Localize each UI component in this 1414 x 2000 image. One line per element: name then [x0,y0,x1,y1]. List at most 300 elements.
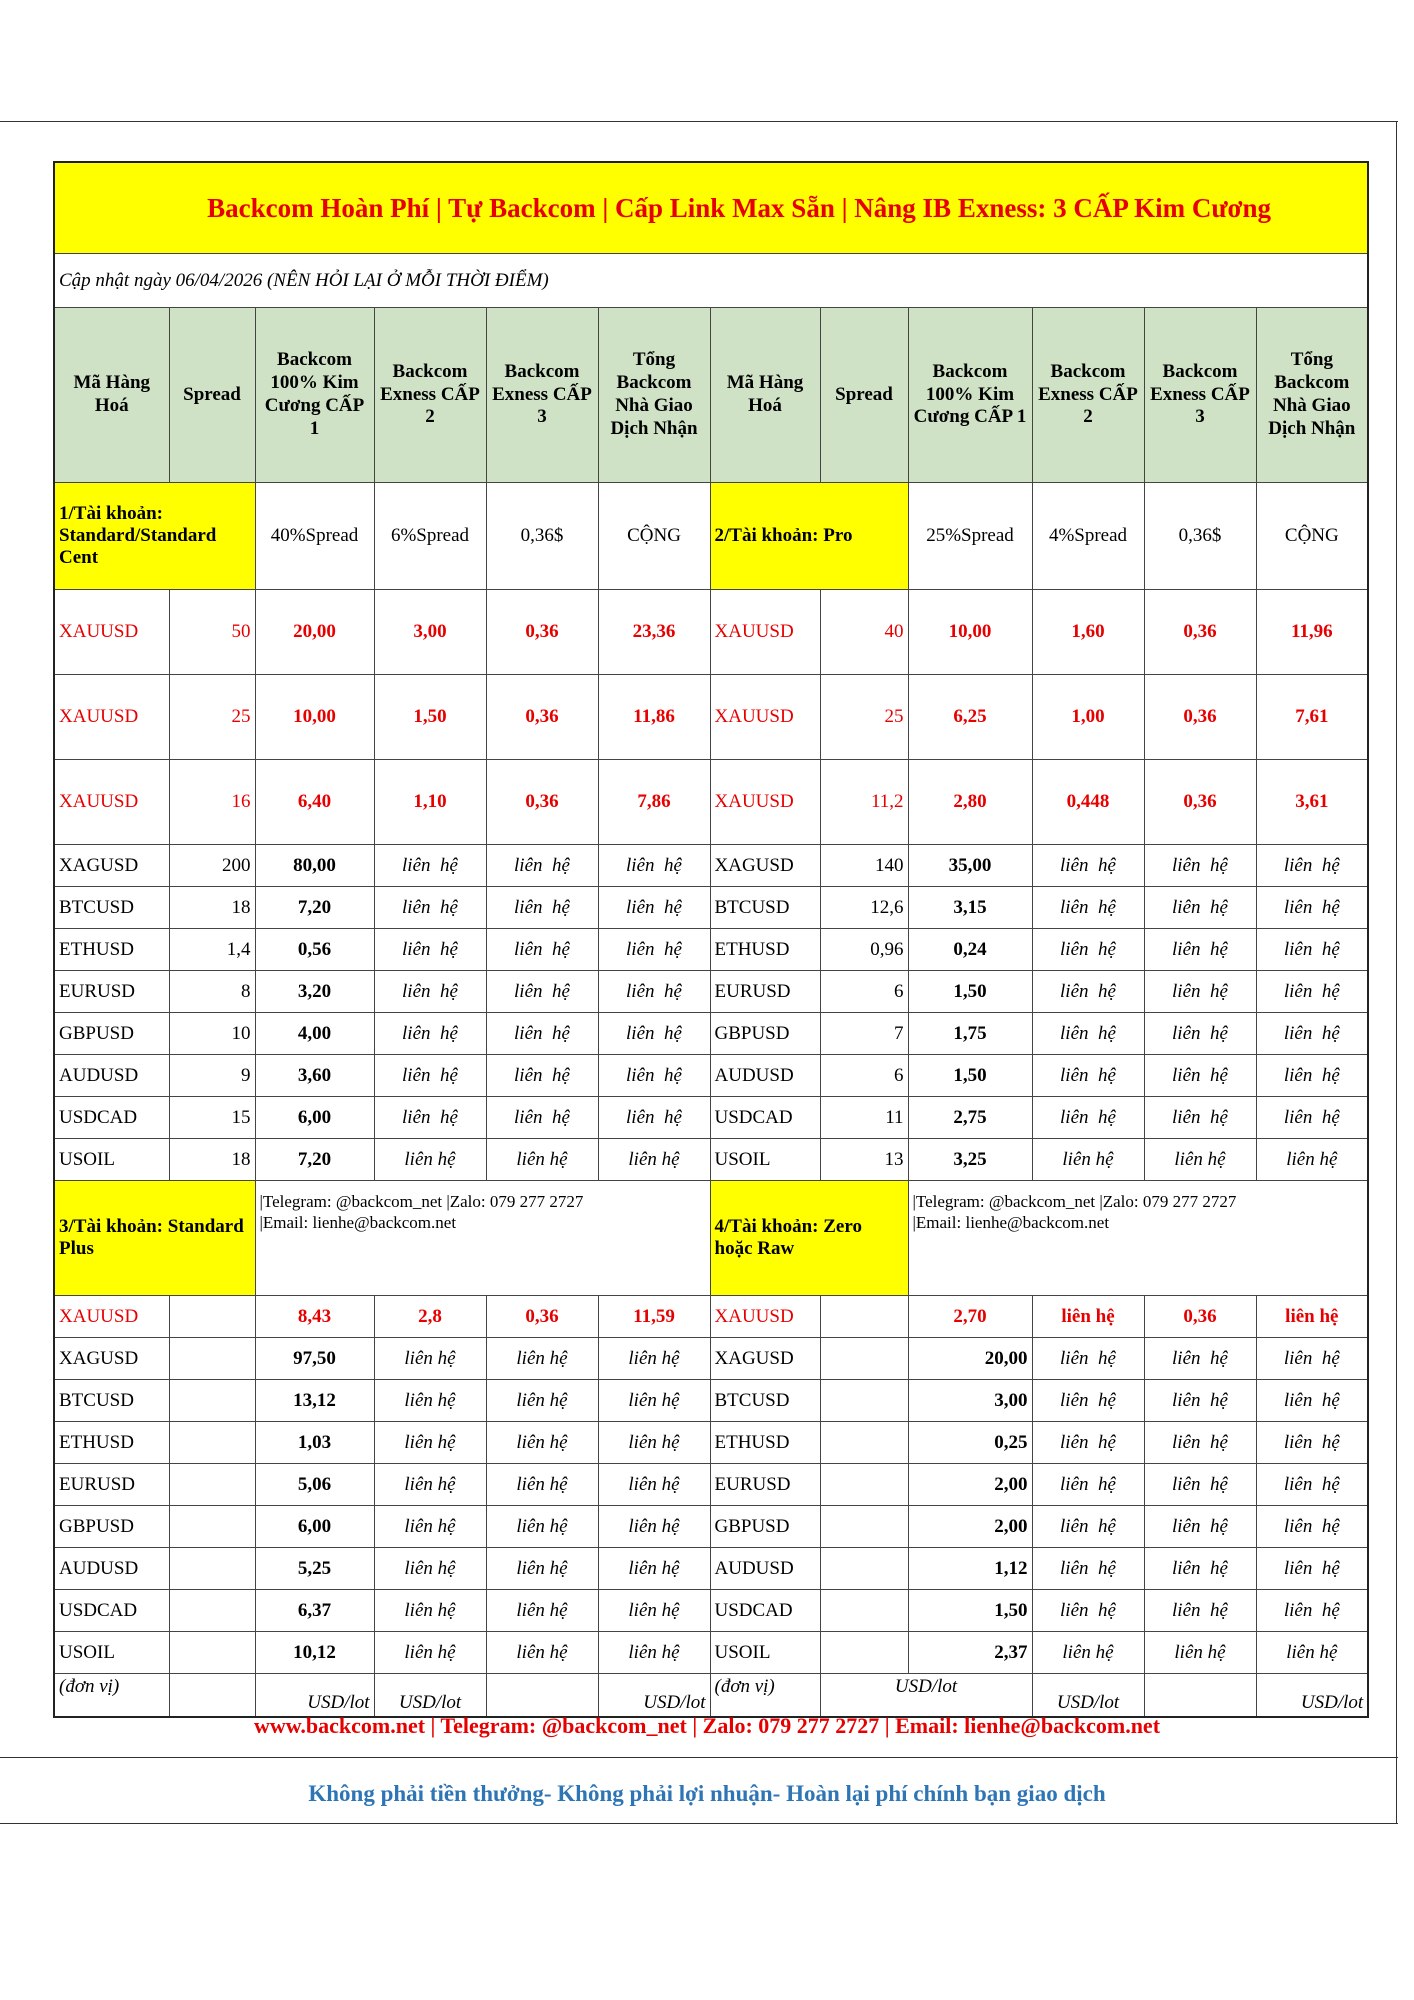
contact-placeholder: liên hệ [1256,1632,1368,1674]
cap1-value: 2,00 [908,1506,1032,1548]
cap3-value: 0,36 [486,760,598,845]
symbol-cell: USDCAD [54,1097,169,1139]
contact-placeholder: liên hệ [1144,1506,1256,1548]
contact-placeholder: liên hệ [486,1055,598,1097]
symbol-cell: AUDUSD [710,1055,820,1097]
footer-contact: www.backcom.net | Telegram: @backcom_net | Zalo: 079 277 2727 | Email: lienhe@backcom.net [253,1713,1161,1738]
contact-placeholder: liên hệ [1144,1055,1256,1097]
cap1-value: 10,00 [908,590,1032,675]
contact-placeholder: liên hệ [598,1422,710,1464]
header-cap2: Backcom Exness CẤP 2 [1032,308,1144,483]
cap1-value: 10,00 [255,675,374,760]
contact-placeholder: liên hệ [1256,1464,1368,1506]
table-row [54,760,1368,845]
cap1-value: 6,00 [255,1506,374,1548]
contact-placeholder: liên hệ [1144,1338,1256,1380]
cap1-value: 2,75 [908,1097,1032,1139]
symbol-cell: USOIL [710,1139,820,1181]
cap1-value: 1,50 [908,1055,1032,1097]
rate-cap2: 6%Spread [374,483,486,590]
unit-label: (đơn vị) [710,1674,820,1718]
cap2-value: liên hệ [1032,1296,1144,1338]
contact-placeholder: liên hệ [486,929,598,971]
symbol-cell: AUDUSD [710,1548,820,1590]
cap1-value: 1,50 [908,1590,1032,1632]
cap2-value: 1,60 [1032,590,1144,675]
cap3-value: 0,36 [486,675,598,760]
spread-cell: 50 [169,590,255,675]
cap1-value: 13,12 [255,1380,374,1422]
account-label-standard: 1/Tài khoản: Standard/Standard Cent [54,483,255,590]
unit-label: (đơn vị) [54,1674,169,1718]
total-value: 11,86 [598,675,710,760]
spread-cell: 1,4 [169,929,255,971]
symbol-cell: USOIL [54,1139,169,1181]
symbol-cell: EURUSD [54,1464,169,1506]
contact-placeholder: liên hệ [1256,1139,1368,1181]
contact-line: |Telegram: @backcom_net |Zalo: 079 277 2727 [259,1192,584,1211]
symbol-cell: USDCAD [710,1590,820,1632]
contact-placeholder: liên hệ [598,971,710,1013]
empty-cell [169,1674,255,1718]
table-row [54,1139,1368,1181]
table-row [54,1506,1368,1548]
spread-cell [820,1548,908,1590]
symbol-cell: XAUUSD [710,1296,820,1338]
spread-cell [169,1590,255,1632]
contact-placeholder: liên hệ [598,887,710,929]
contact-placeholder: liên hệ [486,1380,598,1422]
rate-cap1: 40%Spread [255,483,374,590]
contact-placeholder: liên hệ [374,1422,486,1464]
table-row [54,590,1368,675]
contact-placeholder: liên hệ [374,1464,486,1506]
total-value: 3,61 [1256,760,1368,845]
bottom-rule [0,1823,1398,1824]
spread-cell: 7 [820,1013,908,1055]
contact-line: |Email: lienhe@backcom.net [259,1213,457,1233]
cap1-value: 0,25 [908,1422,1032,1464]
cap1-value: 5,06 [255,1464,374,1506]
contact-placeholder: liên hệ [1144,1548,1256,1590]
cap1-value: 7,20 [255,887,374,929]
symbol-cell: XAUUSD [54,760,169,845]
symbol-cell: USDCAD [54,1590,169,1632]
symbol-cell: EURUSD [710,971,820,1013]
contact-placeholder: liên hệ [1032,929,1144,971]
contact-placeholder: liên hệ [1144,845,1256,887]
symbol-cell: GBPUSD [54,1013,169,1055]
contact-placeholder: liên hệ [598,1055,710,1097]
spread-cell: 12,6 [820,887,908,929]
account-row-3-4 [54,1181,1368,1296]
contact-placeholder: liên hệ [1032,1548,1144,1590]
contact-placeholder: liên hệ [486,1464,598,1506]
top-rule [0,121,1398,122]
contact-info [255,1181,710,1296]
contact-placeholder: liên hệ [374,887,486,929]
symbol-cell: XAUUSD [710,675,820,760]
contact-placeholder: liên hệ [1032,1097,1144,1139]
cap1-value: 2,37 [908,1632,1032,1674]
contact-placeholder: liên hệ [1256,1338,1368,1380]
spread-cell: 9 [169,1055,255,1097]
spread-cell: 25 [820,675,908,760]
spread-cell: 140 [820,845,908,887]
symbol-cell: XAUUSD [54,1296,169,1338]
contact-placeholder: liên hệ [374,1506,486,1548]
contact-info [908,1181,1368,1296]
contact-placeholder: liên hệ [1144,1590,1256,1632]
contact-placeholder: liên hệ [1256,929,1368,971]
contact-placeholder: liên hệ [1256,971,1368,1013]
symbol-cell: GBPUSD [710,1013,820,1055]
unit-cap2: USD/lot [1032,1674,1144,1718]
contact-placeholder: liên hệ [1256,1422,1368,1464]
spread-cell: 11,2 [820,760,908,845]
contact-placeholder: liên hệ [598,1464,710,1506]
contact-placeholder: liên hệ [1256,1380,1368,1422]
contact-placeholder: liên hệ [1256,1506,1368,1548]
contact-placeholder: liên hệ [1256,1097,1368,1139]
symbol-cell: USDCAD [710,1097,820,1139]
contact-placeholder: liên hệ [374,929,486,971]
cap1-value: 0,24 [908,929,1032,971]
unit-cap1: USD/lot [255,1674,374,1718]
contact-placeholder: liên hệ [1256,1590,1368,1632]
spread-cell: 18 [169,887,255,929]
spread-cell [169,1380,255,1422]
contact-placeholder: liên hệ [486,1506,598,1548]
symbol-cell: AUDUSD [54,1055,169,1097]
symbol-cell: BTCUSD [710,887,820,929]
table-row [54,1055,1368,1097]
symbol-cell: XAUUSD [710,590,820,675]
cap1-value: 1,12 [908,1548,1032,1590]
contact-placeholder: liên hệ [1144,1097,1256,1139]
spread-cell [820,1506,908,1548]
contact-placeholder: liên hệ [374,1590,486,1632]
symbol-cell: USOIL [54,1632,169,1674]
table-row [54,887,1368,929]
contact-placeholder: liên hệ [1144,1422,1256,1464]
contact-placeholder: liên hệ [1144,971,1256,1013]
spread-cell [820,1422,908,1464]
table-row [54,1338,1368,1380]
symbol-cell: AUDUSD [54,1548,169,1590]
symbol-cell: EURUSD [54,971,169,1013]
symbol-cell: XAGUSD [710,1338,820,1380]
contact-placeholder: liên hệ [1144,1013,1256,1055]
spread-cell: 13 [820,1139,908,1181]
cap3-value: 0,36 [1144,760,1256,845]
contact-placeholder: liên hệ [1032,1013,1144,1055]
contact-placeholder: liên hệ [486,845,598,887]
symbol-cell: ETHUSD [54,1422,169,1464]
cap2-value: 1,10 [374,760,486,845]
header-cap1: Backcom 100% Kim Cương CẤP 1 [255,308,374,483]
cap1-value: 6,00 [255,1097,374,1139]
contact-placeholder: liên hệ [1032,1632,1144,1674]
total-value: 23,36 [598,590,710,675]
cap1-value: 2,00 [908,1464,1032,1506]
rate-cap3: 0,36$ [486,483,598,590]
cap1-value: 7,20 [255,1139,374,1181]
contact-placeholder: liên hệ [374,1632,486,1674]
header-row [54,308,1368,483]
cap1-value: 20,00 [255,590,374,675]
contact-placeholder: liên hệ [374,1338,486,1380]
cap1-value: 20,00 [908,1338,1032,1380]
contact-placeholder: liên hệ [1032,1422,1144,1464]
contact-placeholder: liên hệ [1032,1590,1144,1632]
contact-placeholder: liên hệ [486,1013,598,1055]
contact-placeholder: liên hệ [598,1013,710,1055]
cap1-value: 3,60 [255,1055,374,1097]
header-spread: Spread [820,308,908,483]
cap1-value: 2,80 [908,760,1032,845]
contact-placeholder: liên hệ [486,1632,598,1674]
empty-cell [1144,1674,1256,1718]
cap1-value: 4,00 [255,1013,374,1055]
header-cap3: Backcom Exness CẤP 3 [1144,308,1256,483]
contact-placeholder: liên hệ [486,1097,598,1139]
backcom-table [53,161,1369,1718]
table-row [54,1296,1368,1338]
cap3-value: 0,36 [1144,590,1256,675]
spread-cell: 18 [169,1139,255,1181]
cap1-value: 1,75 [908,1013,1032,1055]
cap1-value: 3,15 [908,887,1032,929]
spread-cell [169,1506,255,1548]
cap1-value: 2,70 [908,1296,1032,1338]
contact-placeholder: liên hệ [1032,1506,1144,1548]
table-row [54,675,1368,760]
contact-placeholder: liên hệ [598,1139,710,1181]
contact-placeholder: liên hệ [1256,1548,1368,1590]
header-ma-hang-hoa: Mã Hàng Hoá [54,308,169,483]
table-row [54,845,1368,887]
account-row-1-2 [54,483,1368,590]
symbol-cell: BTCUSD [54,887,169,929]
contact-line: |Email: lienhe@backcom.net [912,1213,1110,1233]
spread-cell: 25 [169,675,255,760]
contact-placeholder: liên hệ [1256,887,1368,929]
cap2-value: 0,448 [1032,760,1144,845]
cap3-value: 0,36 [486,590,598,675]
right-rule [1396,121,1397,1823]
spread-cell [820,1632,908,1674]
contact-placeholder: liên hệ [1032,1055,1144,1097]
cap3-value: 0,36 [1144,675,1256,760]
symbol-cell: ETHUSD [54,929,169,971]
cap2-value: 3,00 [374,590,486,675]
table-row [54,1013,1368,1055]
contact-line: |Telegram: @backcom_net |Zalo: 079 277 2727 [912,1192,1237,1211]
table-row [54,971,1368,1013]
contact-placeholder: liên hệ [1144,1139,1256,1181]
symbol-cell: ETHUSD [710,1422,820,1464]
table-row [54,1464,1368,1506]
contact-placeholder: liên hệ [598,1590,710,1632]
cap1-value: 8,43 [255,1296,374,1338]
contact-placeholder: liên hệ [1256,1055,1368,1097]
contact-placeholder: liên hệ [374,1055,486,1097]
header-tong: Tổng Backcom Nhà Giao Dịch Nhận [598,308,710,483]
total-value: 11,59 [598,1296,710,1338]
spread-cell [169,1338,255,1380]
contact-placeholder: liên hệ [486,1139,598,1181]
rate-cap1: 25%Spread [908,483,1032,590]
table-row [54,1632,1368,1674]
table-row [54,1548,1368,1590]
symbol-cell: ETHUSD [710,929,820,971]
contact-placeholder: liên hệ [1032,1380,1144,1422]
contact-placeholder: liên hệ [1032,971,1144,1013]
page-title: Backcom Hoàn Phí | Tự Backcom | Cấp Link Max Sẵn | Nâng IB Exness: 3 CẤP Kim Cương [54,162,1368,254]
symbol-cell: XAUUSD [710,760,820,845]
account-label-standard-plus: 3/Tài khoản: Standard Plus [54,1181,255,1296]
header-tong: Tổng Backcom Nhà Giao Dịch Nhận [1256,308,1368,483]
unit-tong: USD/lot [598,1674,710,1718]
unit-cap1: USD/lot [820,1674,1032,1718]
spread-cell [169,1632,255,1674]
table-row [54,929,1368,971]
spread-cell: 6 [820,1055,908,1097]
cap1-value: 35,00 [908,845,1032,887]
contact-placeholder: liên hệ [598,1506,710,1548]
total-value: liên hệ [1256,1296,1368,1338]
rate-cap2: 4%Spread [1032,483,1144,590]
table-row [54,1422,1368,1464]
contact-placeholder: liên hệ [1256,845,1368,887]
spread-cell [820,1296,908,1338]
contact-placeholder: liên hệ [1144,1464,1256,1506]
account-label-zero-raw: 4/Tài khoản: Zero hoặc Raw [710,1181,908,1296]
cap1-value: 6,37 [255,1590,374,1632]
symbol-cell: EURUSD [710,1464,820,1506]
contact-placeholder: liên hệ [486,971,598,1013]
contact-placeholder: liên hệ [1144,887,1256,929]
total-value: 11,96 [1256,590,1368,675]
cap1-value: 6,25 [908,675,1032,760]
contact-placeholder: liên hệ [374,1139,486,1181]
contact-placeholder: liên hệ [1256,1013,1368,1055]
contact-placeholder: liên hệ [1032,1139,1144,1181]
contact-placeholder: liên hệ [486,1422,598,1464]
header-spread: Spread [169,308,255,483]
cap1-value: 3,20 [255,971,374,1013]
contact-placeholder: liên hệ [374,1548,486,1590]
contact-placeholder: liên hệ [598,1548,710,1590]
contact-placeholder: liên hệ [374,845,486,887]
mid-rule [0,1757,1398,1758]
cap1-value: 3,00 [908,1380,1032,1422]
contact-placeholder: liên hệ [486,1338,598,1380]
contact-placeholder: liên hệ [374,1380,486,1422]
spread-cell [820,1590,908,1632]
cap1-value: 80,00 [255,845,374,887]
spread-cell: 15 [169,1097,255,1139]
cap3-value: 0,36 [1144,1296,1256,1338]
symbol-cell: GBPUSD [710,1506,820,1548]
spread-cell: 10 [169,1013,255,1055]
symbol-cell: USOIL [710,1632,820,1674]
contact-placeholder: liên hệ [486,1548,598,1590]
symbol-cell: BTCUSD [54,1380,169,1422]
cap2-value: 2,8 [374,1296,486,1338]
spread-cell: 11 [820,1097,908,1139]
cap2-value: 1,50 [374,675,486,760]
contact-placeholder: liên hệ [1144,1632,1256,1674]
cap3-value: 0,36 [486,1296,598,1338]
header-cap3: Backcom Exness CẤP 3 [486,308,598,483]
header-cap1: Backcom 100% Kim Cương CẤP 1 [908,308,1032,483]
unit-row [54,1674,1368,1718]
cap2-value: 1,00 [1032,675,1144,760]
cap1-value: 1,03 [255,1422,374,1464]
rate-cap3: 0,36$ [1144,483,1256,590]
contact-placeholder: liên hệ [1144,929,1256,971]
contact-placeholder: liên hệ [374,1013,486,1055]
cap1-value: 1,50 [908,971,1032,1013]
cap1-value: 0,56 [255,929,374,971]
unit-tong: USD/lot [1256,1674,1368,1718]
symbol-cell: GBPUSD [54,1506,169,1548]
cap1-value: 5,25 [255,1548,374,1590]
total-value: 7,86 [598,760,710,845]
total-value: 7,61 [1256,675,1368,760]
rate-tong: CỘNG [598,483,710,590]
contact-placeholder: liên hệ [1144,1380,1256,1422]
cap1-value: 97,50 [255,1338,374,1380]
cap1-value: 6,40 [255,760,374,845]
spread-cell [169,1548,255,1590]
spread-cell [169,1422,255,1464]
header-ma-hang-hoa: Mã Hàng Hoá [710,308,820,483]
symbol-cell: BTCUSD [710,1380,820,1422]
spread-cell [169,1464,255,1506]
contact-placeholder: liên hệ [374,1097,486,1139]
table-row [54,1590,1368,1632]
symbol-cell: XAGUSD [54,845,169,887]
update-note: Cập nhật ngày 06/04/2026 (NÊN HỎI LẠI Ở MỖI THỜI ĐIỂM) [54,254,1368,308]
symbol-cell: XAGUSD [54,1338,169,1380]
spread-cell [169,1296,255,1338]
contact-placeholder: liên hệ [374,971,486,1013]
contact-placeholder: liên hệ [1032,1338,1144,1380]
contact-placeholder: liên hệ [1032,887,1144,929]
spread-cell [820,1464,908,1506]
spread-cell: 200 [169,845,255,887]
unit-cap2: USD/lot [374,1674,486,1718]
contact-placeholder: liên hệ [598,1097,710,1139]
cap1-value: 3,25 [908,1139,1032,1181]
spread-cell: 8 [169,971,255,1013]
contact-placeholder: liên hệ [1032,845,1144,887]
spread-cell [820,1380,908,1422]
spread-cell: 6 [820,971,908,1013]
account-label-pro: 2/Tài khoản: Pro [710,483,908,590]
empty-cell [486,1674,598,1718]
symbol-cell: XAUUSD [54,675,169,760]
contact-placeholder: liên hệ [598,929,710,971]
symbol-cell: XAUUSD [54,590,169,675]
contact-placeholder: liên hệ [598,1632,710,1674]
header-cap2: Backcom Exness CẤP 2 [374,308,486,483]
contact-placeholder: liên hệ [1032,1464,1144,1506]
rate-tong: CỘNG [1256,483,1368,590]
